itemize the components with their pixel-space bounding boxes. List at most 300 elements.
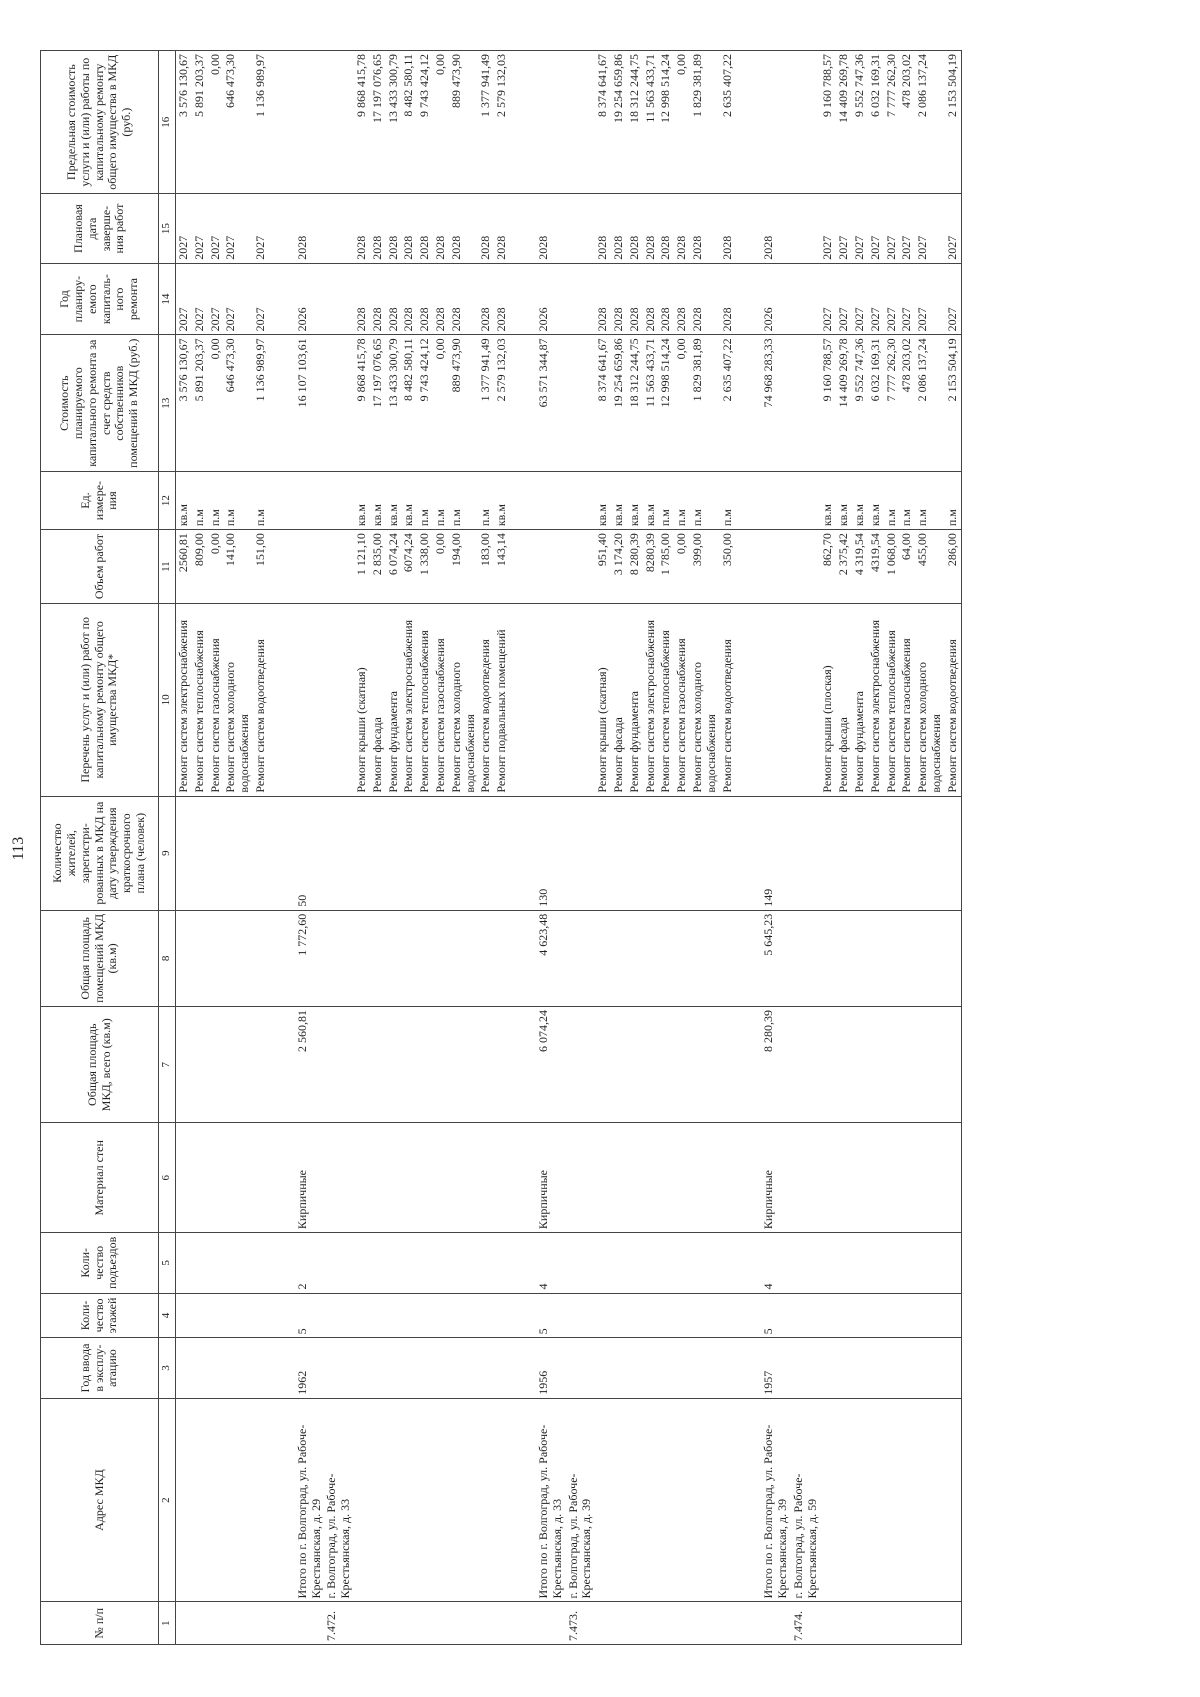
table-cell [945, 1602, 961, 1645]
table-cell [370, 796, 386, 910]
table-cell: кв.м [820, 471, 836, 529]
table-cell [852, 1123, 868, 1233]
table-cell [417, 1007, 433, 1123]
table-cell: Итого по г. Волгоград, ул. Рабоче-Крестьянская, д. 33 [536, 1398, 566, 1602]
table-cell: 2028 [449, 194, 479, 263]
table-cell: Ремонт систем холодного водоснабжения [915, 604, 945, 797]
table-cell [674, 1233, 690, 1293]
table-cell [611, 1123, 627, 1233]
table-cell [401, 1398, 417, 1602]
table-cell [386, 1338, 402, 1398]
house-row [324, 51, 354, 1645]
table-cell: Ремонт систем теплоснабжения [658, 604, 674, 797]
table-cell [401, 1123, 417, 1233]
table-cell: 14 409 269,78 [836, 51, 852, 194]
table-cell: п.м [223, 471, 253, 529]
table-cell [945, 1007, 961, 1123]
table-cell [295, 471, 325, 529]
table-cell: 2028 [494, 194, 510, 263]
table-cell [595, 1602, 611, 1645]
column-number: 3 [159, 1338, 176, 1398]
table-cell [478, 796, 494, 910]
table-cell: 2028 [536, 194, 566, 263]
table-cell [295, 1602, 325, 1645]
table-cell [417, 1338, 433, 1398]
table-cell: 2027 [852, 263, 868, 335]
table-cell [192, 1123, 208, 1233]
table-cell [611, 1007, 627, 1123]
table-cell: Итого по г. Волгоград, ул. Рабоче-Крестьянская, д. 39 [761, 1398, 791, 1602]
table-cell: Кирпичные [536, 1123, 566, 1233]
table-cell: 9 743 424,12 [417, 51, 433, 194]
table-cell: 646 473,30 [223, 335, 253, 472]
table-cell [761, 51, 791, 194]
table-cell [690, 1338, 720, 1398]
table-cell [433, 1123, 449, 1233]
table-cell [595, 1233, 611, 1293]
table-cell [820, 910, 836, 1006]
table-cell [627, 1398, 643, 1602]
table-cell: 2027 [884, 194, 900, 263]
table-cell [386, 1293, 402, 1338]
table-cell: 130 [536, 796, 566, 910]
work-row [899, 51, 915, 1645]
work-row [915, 51, 945, 1645]
table-cell [836, 1602, 852, 1645]
table-cell: 8 482 580,11 [401, 335, 417, 472]
table-cell [836, 1398, 852, 1602]
table-cell [223, 796, 253, 910]
table-cell: 286,00 [945, 530, 961, 604]
table-cell: 2028 [658, 263, 674, 335]
column-header: Ед. измере-ния [41, 471, 159, 529]
table-cell [223, 1293, 253, 1338]
spacer-row [735, 51, 761, 1645]
work-row [627, 51, 643, 1645]
table-cell [674, 1007, 690, 1123]
table-cell [627, 1007, 643, 1123]
table-cell [868, 1602, 884, 1645]
column-number: 15 [159, 194, 176, 263]
column-number-row [159, 51, 176, 1645]
table-cell [510, 910, 536, 1006]
column-number: 6 [159, 1123, 176, 1233]
table-cell [433, 1293, 449, 1338]
column-header: Коли-чество подъездов [41, 1233, 159, 1293]
table-cell [868, 1398, 884, 1602]
work-row [820, 51, 836, 1645]
table-cell [192, 910, 208, 1006]
house-row [566, 51, 596, 1645]
table-cell [417, 1233, 433, 1293]
work-row [945, 51, 961, 1645]
spacer-row [510, 51, 536, 1645]
table-cell: 2028 [674, 263, 690, 335]
table-cell: г. Волгоград, ул. Рабоче-Крестьянская, д. 39 [566, 1398, 596, 1602]
table-cell [253, 1398, 269, 1602]
table-cell [915, 1338, 945, 1398]
table-cell [417, 796, 433, 910]
table-cell: 14 409 269,78 [836, 335, 852, 472]
table-cell [690, 1602, 720, 1645]
table-cell [820, 1293, 836, 1338]
table-cell [735, 530, 761, 604]
table-cell [735, 1293, 761, 1338]
table-cell: 2028 [595, 194, 611, 263]
table-cell: 2028 [433, 263, 449, 335]
table-cell [674, 1398, 690, 1602]
table-cell: кв.м [836, 471, 852, 529]
table-cell [324, 1123, 354, 1233]
table-cell: 143,14 [494, 530, 510, 604]
table-cell [915, 1398, 945, 1602]
table-cell [324, 194, 354, 263]
table-cell [852, 1233, 868, 1293]
table-cell: 455,00 [915, 530, 945, 604]
column-header: Перечень услуг и (или) работ по капитальному ремонту общего имущества МКД* [41, 604, 159, 797]
table-cell: 63 571 344,87 [536, 335, 566, 472]
work-row [836, 51, 852, 1645]
table-cell [208, 1123, 224, 1233]
table-cell: 889 473,90 [449, 51, 479, 194]
table-cell [478, 1338, 494, 1398]
column-number: 11 [159, 530, 176, 604]
table-cell [791, 1007, 821, 1123]
table-cell [852, 1602, 868, 1645]
table-cell: Кирпичные [295, 1123, 325, 1233]
table-cell [915, 1123, 945, 1233]
column-number: 16 [159, 51, 176, 194]
table-cell: 4 [536, 1233, 566, 1293]
table-cell: Ремонт систем электроснабжения [401, 604, 417, 797]
table-cell [494, 1123, 510, 1233]
table-cell: 5 [761, 1293, 791, 1338]
table-cell [370, 910, 386, 1006]
table-cell: 2 560,81 [295, 1007, 325, 1123]
table-cell: 2027 [253, 194, 269, 263]
table-cell [566, 1293, 596, 1338]
table-cell [884, 1602, 900, 1645]
table-cell [269, 1602, 295, 1645]
table-cell [868, 1123, 884, 1233]
table-cell [269, 1123, 295, 1233]
table-cell [223, 1398, 253, 1602]
column-header: Общая площадь помещений МКД (кв.м) [41, 910, 159, 1006]
table-cell [720, 1398, 736, 1602]
table-cell [791, 1293, 821, 1338]
table-cell: 2028 [417, 263, 433, 335]
table-cell [566, 910, 596, 1006]
table-cell [761, 530, 791, 604]
table-cell: 2028 [370, 263, 386, 335]
total-row [536, 51, 566, 1645]
table-cell: Ремонт систем водоотведения [478, 604, 494, 797]
table-cell: 141,00 [223, 530, 253, 604]
table-cell [658, 1293, 674, 1338]
table-cell [386, 1123, 402, 1233]
column-header: Общая площадь МКД, всего (кв.м) [41, 1007, 159, 1123]
table-cell [269, 263, 295, 335]
table-cell [735, 263, 761, 335]
table-cell: 646 473,30 [223, 51, 253, 194]
table-cell [192, 796, 208, 910]
table-cell: Ремонт фундамента [627, 604, 643, 797]
table-cell: кв.м [852, 471, 868, 529]
table-cell [627, 1233, 643, 1293]
table-cell: 0,00 [208, 51, 224, 194]
table-cell: 1 121,10 [354, 530, 370, 604]
table-cell: п.м [449, 471, 479, 529]
column-header: Год планиру-емого капиталь-ного ремонта [41, 263, 159, 335]
work-row [433, 51, 449, 1645]
table-cell: 889 473,90 [449, 335, 479, 472]
table-cell [690, 796, 720, 910]
table-cell [595, 1293, 611, 1338]
table-cell: Ремонт систем электроснабжения [643, 604, 659, 797]
column-header: № п/п [41, 1602, 159, 1645]
table-cell [253, 1293, 269, 1338]
table-cell [884, 1338, 900, 1398]
table-cell [253, 1007, 269, 1123]
table-cell: 2027 [836, 194, 852, 263]
table-cell [791, 604, 821, 797]
table-cell [791, 1338, 821, 1398]
table-cell [690, 910, 720, 1006]
table-cell: Ремонт систем газоснабжения [899, 604, 915, 797]
column-header: Стоимость планируемого капитального ремонта за счет средств собственников помещений в МКД (руб.) [41, 335, 159, 472]
table-cell [433, 1007, 449, 1123]
table-cell [176, 1007, 192, 1123]
table-cell [354, 910, 370, 1006]
table-cell: 2028 [417, 194, 433, 263]
table-cell: 9 160 788,57 [820, 51, 836, 194]
table-cell: п.м [915, 471, 945, 529]
table-cell: Ремонт фасада [611, 604, 627, 797]
table-cell [836, 910, 852, 1006]
table-cell: 6074,24 [401, 530, 417, 604]
table-cell [176, 1398, 192, 1602]
work-row [253, 51, 269, 1645]
table-cell [324, 335, 354, 472]
table-cell [868, 1007, 884, 1123]
table-cell [510, 471, 536, 529]
table-cell: 6 032 169,31 [868, 335, 884, 472]
table-cell [836, 1007, 852, 1123]
table-cell [269, 910, 295, 1006]
table-cell: 8 280,39 [627, 530, 643, 604]
table-cell [627, 796, 643, 910]
table-cell [449, 1233, 479, 1293]
table-cell [735, 194, 761, 263]
table-cell [836, 1338, 852, 1398]
table-cell: 2028 [433, 194, 449, 263]
table-cell: 478 203,02 [899, 51, 915, 194]
table-cell [915, 796, 945, 910]
table-cell [791, 471, 821, 529]
table-cell: п.м [478, 471, 494, 529]
table-cell: 64,00 [899, 530, 915, 604]
table-cell [192, 1602, 208, 1645]
column-number: 7 [159, 1007, 176, 1123]
column-number: 2 [159, 1398, 176, 1602]
table-cell [690, 1398, 720, 1602]
column-number: 4 [159, 1293, 176, 1338]
table-cell: п.м [192, 471, 208, 529]
table-cell [478, 1123, 494, 1233]
table-cell [269, 471, 295, 529]
table-cell [417, 1602, 433, 1645]
table-cell [852, 1338, 868, 1398]
table-cell [674, 1338, 690, 1398]
table-cell: 6 032 169,31 [868, 51, 884, 194]
table-cell [852, 796, 868, 910]
table-cell [324, 530, 354, 604]
table-cell: 2028 [478, 263, 494, 335]
table-cell [820, 796, 836, 910]
table-cell [354, 1233, 370, 1293]
table-cell [176, 1233, 192, 1293]
table-cell [433, 1602, 449, 1645]
table-cell: п.м [253, 471, 269, 529]
work-row [690, 51, 720, 1645]
table-cell [449, 1123, 479, 1233]
table-cell [494, 1602, 510, 1645]
table-cell [643, 1398, 659, 1602]
table-cell [674, 1602, 690, 1645]
table-cell [791, 796, 821, 910]
table-cell: 4 623,48 [536, 910, 566, 1006]
table-cell [510, 1293, 536, 1338]
table-cell [643, 1338, 659, 1398]
table-cell: 3 174,20 [611, 530, 627, 604]
table-cell: 12 998 514,24 [658, 51, 674, 194]
table-cell [820, 1233, 836, 1293]
table-cell [611, 1293, 627, 1338]
table-cell [295, 604, 325, 797]
table-cell: 2028 [449, 263, 479, 335]
table-cell [295, 51, 325, 194]
table-cell: Ремонт систем теплоснабжения [417, 604, 433, 797]
table-cell: Ремонт систем газоснабжения [208, 604, 224, 797]
work-row [595, 51, 611, 1645]
table-cell [627, 1123, 643, 1233]
table-cell [269, 194, 295, 263]
table-cell: 1 377 941,49 [478, 335, 494, 472]
table-cell: 2028 [386, 194, 402, 263]
column-number: 13 [159, 335, 176, 472]
table-cell: 8 482 580,11 [401, 51, 417, 194]
table-cell [674, 796, 690, 910]
table-cell [627, 1338, 643, 1398]
table-cell: 809,00 [192, 530, 208, 604]
table-cell [536, 471, 566, 529]
table-cell: 4319,54 [868, 530, 884, 604]
work-row [401, 51, 417, 1645]
table-cell [536, 1602, 566, 1645]
table-cell: 2 153 504,19 [945, 335, 961, 472]
table-cell [735, 1338, 761, 1398]
table-cell: 2027 [208, 263, 224, 335]
table-cell: 2560,81 [176, 530, 192, 604]
table-cell: 74 968 283,33 [761, 335, 791, 472]
table-cell [915, 910, 945, 1006]
table-cell: 151,00 [253, 530, 269, 604]
table-cell [791, 335, 821, 472]
column-number: 5 [159, 1233, 176, 1293]
table-cell: 8280,39 [643, 530, 659, 604]
table-cell [223, 1338, 253, 1398]
table-cell [386, 1602, 402, 1645]
column-header: Материал стен [41, 1123, 159, 1233]
table-cell: 11 563 433,71 [643, 51, 659, 194]
table-cell [208, 1007, 224, 1123]
table-cell [735, 51, 761, 194]
table-cell [735, 1123, 761, 1233]
table-cell [401, 796, 417, 910]
table-cell: 2027 [820, 263, 836, 335]
table-cell [510, 1602, 536, 1645]
table-cell [324, 1293, 354, 1338]
table-cell: п.м [433, 471, 449, 529]
table-cell: 2 [295, 1233, 325, 1293]
table-cell [401, 1233, 417, 1293]
table-cell [223, 1123, 253, 1233]
table-cell [690, 1233, 720, 1293]
table-cell [945, 1293, 961, 1338]
table-cell [192, 1338, 208, 1398]
column-number: 8 [159, 910, 176, 1006]
table-cell [658, 1398, 674, 1602]
table-cell: Кирпичные [761, 1123, 791, 1233]
work-row [386, 51, 402, 1645]
work-row [417, 51, 433, 1645]
table-cell [761, 604, 791, 797]
work-row [643, 51, 659, 1645]
table-cell [899, 1007, 915, 1123]
table-cell [510, 1338, 536, 1398]
column-header: Количество жителей, зарегистри-рованных в МКД на дату утверждения краткосрочного плана (человек) [41, 796, 159, 910]
table-cell: 12 998 514,24 [658, 335, 674, 472]
table-cell: кв.м [354, 471, 370, 529]
table-cell: 4 [761, 1233, 791, 1293]
table-cell [370, 1398, 386, 1602]
table-cell [627, 1293, 643, 1338]
table-cell [510, 51, 536, 194]
table-cell: 2027 [868, 194, 884, 263]
table-cell: 2027 [176, 194, 192, 263]
table-cell [884, 1293, 900, 1338]
table-cell: 183,00 [478, 530, 494, 604]
table-cell: 9 552 747,36 [852, 335, 868, 472]
column-header: Объем работ [41, 530, 159, 604]
table-cell [370, 1338, 386, 1398]
table-cell [884, 1007, 900, 1123]
table-cell [494, 1233, 510, 1293]
table-cell [494, 1007, 510, 1123]
table-cell: 0,00 [433, 530, 449, 604]
table-cell [566, 1007, 596, 1123]
table-cell: 2028 [658, 194, 674, 263]
table-cell [915, 1233, 945, 1293]
table-cell [566, 335, 596, 472]
table-cell [820, 1338, 836, 1398]
table-cell: 149 [761, 796, 791, 910]
table-cell [253, 796, 269, 910]
table-cell [566, 51, 596, 194]
table-cell [536, 604, 566, 797]
table-cell [945, 1233, 961, 1293]
table-cell [735, 335, 761, 472]
